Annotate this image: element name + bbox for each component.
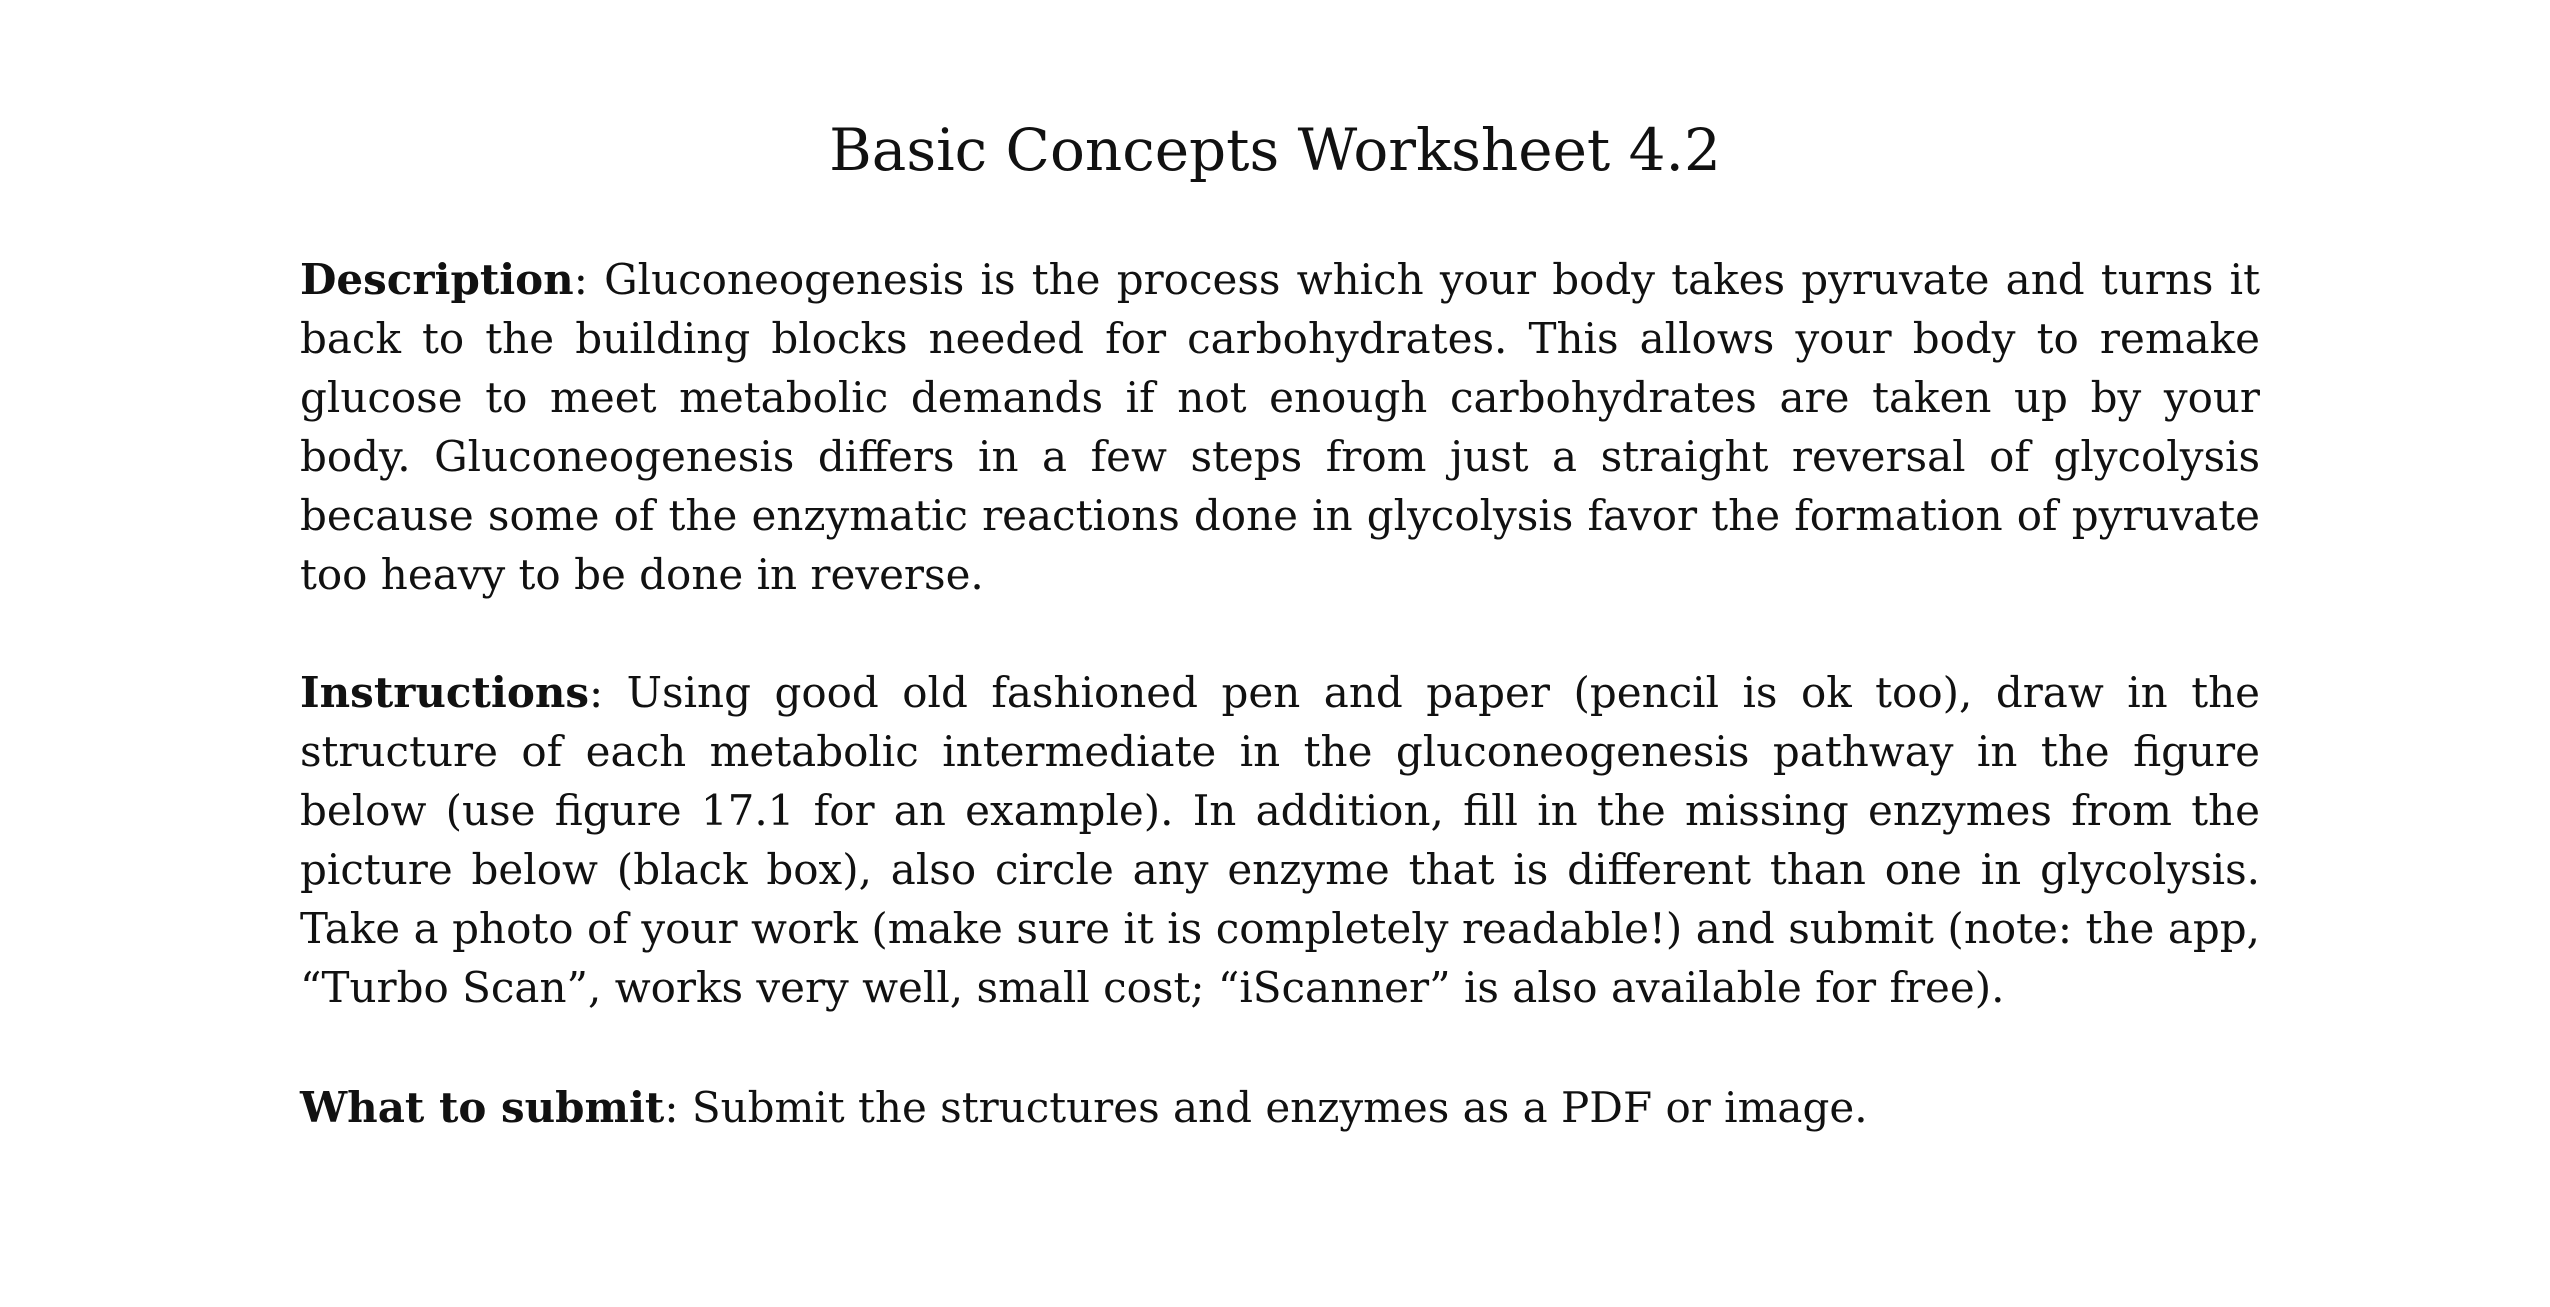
description-label: Description bbox=[300, 255, 574, 304]
what-to-submit-paragraph bbox=[300, 1078, 2260, 1137]
page-title: Basic Concepts Worksheet 4.2 bbox=[829, 116, 1721, 184]
instructions-paragraph bbox=[300, 663, 2260, 1017]
description-paragraph bbox=[300, 250, 2260, 604]
instructions-label: Instructions bbox=[300, 668, 590, 717]
description-text: : Gluconeogenesis is the process which your body takes pyruvate and turns it back to the building blocks needed for carbohydrates. This allows your body to remake glucose to meet metabolic demands if not enough carbohydrates are taken up by your body. Gluconeogenesis differs in a few steps from just a straight reversal of glycolysis because some of the enzymatic reactions done in glycolysis favor the formation of pyruvate too heavy to be done in reverse. bbox=[300, 255, 2260, 599]
what-to-submit-text: : Submit the structures and enzymes as a PDF or image. bbox=[664, 1083, 1868, 1132]
what-to-submit-label: What to submit bbox=[300, 1083, 665, 1132]
instructions-text: : Using good old fashioned pen and paper (pencil is ok too), draw in the structure of each metabolic intermediate in the gluconeogenesis pathway in the figure below (use figure 17.1 for an example). In addition, fill in the missing enzymes from the picture below (black box), also circle any enzyme that is different than one in glycolysis. Take a photo of your work (make sure it is completely readable!) and submit (note: the app, “Turbo Scan”, works very well, small cost; “iScanner” is also available for free). bbox=[300, 668, 2260, 1012]
